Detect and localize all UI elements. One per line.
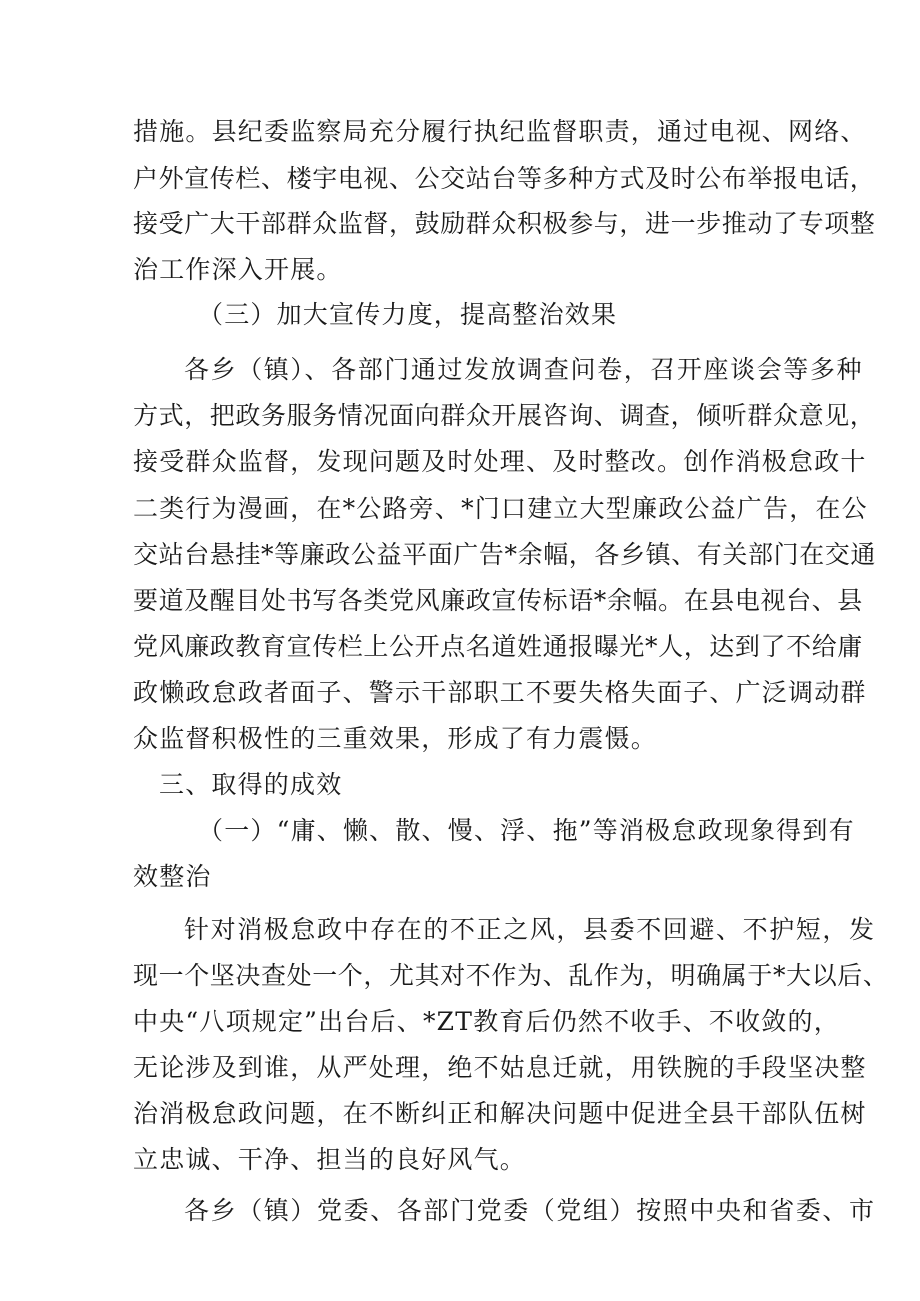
text-line: 接受群众监督，发现问题及时处理、及时整改。创作消极怠政十 [133,447,867,476]
text-line: 中央“八项规定”出台后、*ZT教育后仍然不收手、不收敛的， [133,1007,840,1036]
section-heading: 三、取得的成效 [159,770,343,799]
text-line: 措施。县纪委监察局充分履行执纪监督职责，通过电视、网络、 [133,117,867,146]
text-line: 众监督积极性的三重效果，形成了有力震慑。 [133,724,658,753]
text-line: 治消极怠政问题，在不断纠正和解决问题中促进全县干部队伍树 [133,1099,867,1128]
text-line: 党风廉政教育宣传栏上公开点名道姓通报曝光*人，达到了不给庸 [133,632,863,661]
text-line: 要道及醒目处书写各类党风廉政宣传标语*余幅。在县电视台、县 [133,586,863,615]
subsection-heading: （一）“庸、懒、散、慢、浮、拖”等消极怠政现象得到有 [198,816,855,845]
text-line: 治工作深入开展。 [133,255,343,284]
section-heading: （三）加大宣传力度，提高整治效果 [198,300,618,329]
text-line: 各乡（镇）、各部门通过发放调查问卷，召开座谈会等多种 [184,355,864,384]
text-line: 接受广大干部群众监督，鼓励群众积极参与，进一步推动了专项整 [133,209,876,238]
text-line: 现一个坚决查处一个，尤其对不作为、乱作为，明确属于*大以后、 [133,961,889,990]
text-line: 政懒政怠政者面子、警示干部职工不要失格失面子、广泛调动群 [133,678,867,707]
text-line: 二类行为漫画，在*公路旁、*门口建立大型廉政公益广告，在公 [133,494,868,523]
text-line: 户外宣传栏、楼宇电视、公交站台等多种方式及时公布举报电话， [133,164,876,193]
text-line: 交站台悬挂*等廉政公益平面广告*余幅，各乡镇、有关部门在交通 [133,540,877,569]
text-line: 立忠诚、干净、担当的良好风气。 [133,1145,527,1174]
text-line: 针对消极怠政中存在的不正之风，县委不回避、不护短，发 [184,915,876,944]
text-line: 各乡（镇）党委、各部门党委（党组）按照中央和省委、市 [184,1196,876,1225]
text-line: 方式，把政务服务情况面向群众开展咨询、调查，倾听群众意见， [133,401,876,430]
text-line: 无论涉及到谁，从严处理，绝不姑息迁就，用铁腕的手段坚决整 [133,1053,867,1082]
subsection-heading-continued: 效整治 [133,862,212,891]
